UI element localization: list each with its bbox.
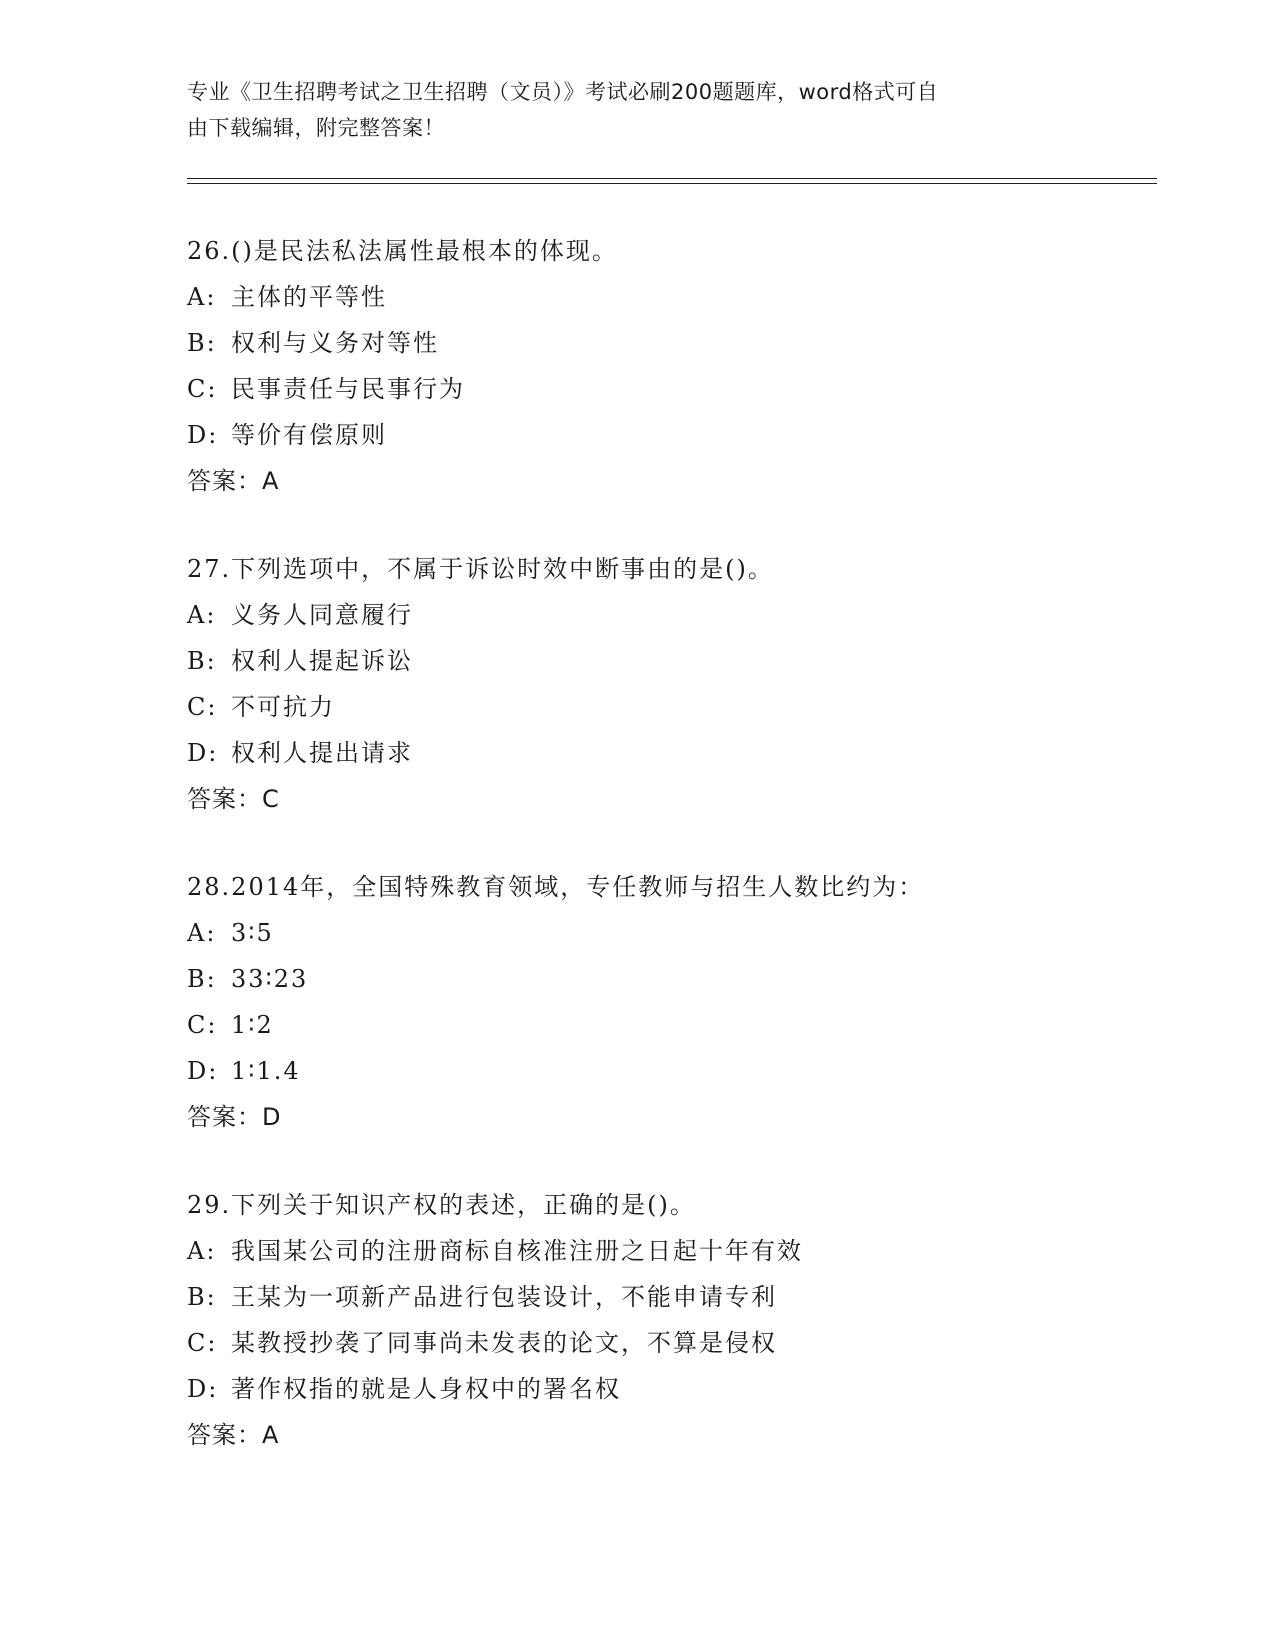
question-stem: 29.下列关于知识产权的表述，正确的是()。 (187, 1191, 696, 1219)
option-row (187, 638, 1187, 684)
option-row (187, 910, 1187, 956)
document-header (187, 74, 1067, 146)
question-block (187, 546, 1187, 822)
option-letter: B: (187, 329, 217, 357)
answer-line: 答案：C (187, 785, 280, 813)
option-letter: A: (187, 919, 217, 947)
option-letter: C: (187, 375, 218, 403)
option-text: 民事责任与民事行为 (231, 375, 465, 403)
answer-line: 答案：A (187, 467, 280, 495)
option-text: 王某为一项新产品进行包装设计，不能申请专利 (231, 1283, 777, 1311)
option-text: 权利人提出请求 (231, 739, 413, 767)
header-line-2: 由下载编辑，附完整答案！ (187, 116, 445, 140)
option-letter: D: (187, 1375, 219, 1403)
option-text: 不可抗力 (231, 693, 335, 721)
option-text: 某教授抄袭了同事尚未发表的论文，不算是侵权 (231, 1329, 777, 1357)
option-text: 权利人提起诉讼 (231, 647, 413, 675)
option-row (187, 412, 1187, 458)
option-row (187, 956, 1187, 1002)
question-block (187, 1182, 1187, 1458)
option-text: 1∶2 (231, 1011, 274, 1039)
option-row (187, 1048, 1187, 1094)
question-stem: 26.()是民法私法属性最根本的体现。 (187, 237, 618, 265)
option-row (187, 366, 1187, 412)
option-row (187, 1274, 1187, 1320)
option-row (187, 1002, 1187, 1048)
option-letter: B: (187, 647, 217, 675)
option-letter: A: (187, 283, 217, 311)
option-letter: B: (187, 1283, 217, 1311)
option-text: 3∶5 (231, 919, 274, 947)
header-line-1: 专业《卫生招聘考试之卫生招聘（文员）》考试必刷200题题库，word格式可自 (187, 80, 939, 104)
option-row (187, 1366, 1187, 1412)
option-letter: C: (187, 1329, 218, 1357)
option-row (187, 730, 1187, 776)
option-text: 主体的平等性 (231, 283, 387, 311)
option-row (187, 320, 1187, 366)
option-text: 我国某公司的注册商标自核准注册之日起十年有效 (231, 1237, 803, 1265)
option-letter: A: (187, 1237, 217, 1265)
option-text: 33∶23 (231, 965, 309, 993)
option-row (187, 1228, 1187, 1274)
option-letter: C: (187, 1011, 218, 1039)
option-letter: B: (187, 965, 217, 993)
option-text: 1∶1.4 (231, 1057, 301, 1085)
option-letter: A: (187, 601, 217, 629)
option-text: 义务人同意履行 (231, 601, 413, 629)
option-letter: D: (187, 421, 219, 449)
question-stem: 28.2014年，全国特殊教育领域，专任教师与招生人数比约为： (187, 873, 925, 901)
option-letter: C: (187, 693, 218, 721)
option-row (187, 274, 1187, 320)
question-block (187, 864, 1187, 1140)
option-letter: D: (187, 739, 219, 767)
answer-line: 答案：D (187, 1103, 282, 1131)
question-stem: 27.下列选项中，不属于诉讼时效中断事由的是()。 (187, 555, 774, 583)
answer-line: 答案：A (187, 1421, 280, 1449)
option-text: 著作权指的就是人身权中的署名权 (231, 1375, 621, 1403)
header-divider-bottom (187, 183, 1157, 184)
option-row (187, 684, 1187, 730)
header-divider-top (187, 178, 1157, 179)
option-row (187, 592, 1187, 638)
option-letter: D: (187, 1057, 219, 1085)
option-text: 等价有偿原则 (231, 421, 387, 449)
option-text: 权利与义务对等性 (231, 329, 439, 357)
option-row (187, 1320, 1187, 1366)
question-block (187, 228, 1187, 504)
